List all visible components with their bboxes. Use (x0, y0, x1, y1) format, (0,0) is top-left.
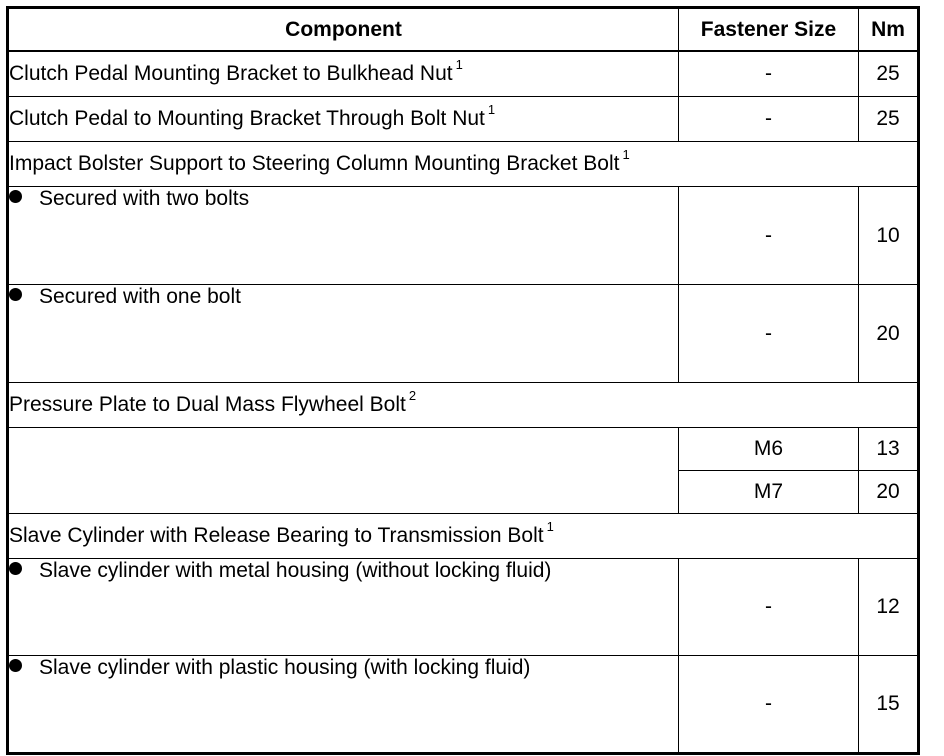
fastener-size-cell: M7 (679, 471, 859, 514)
footnote-ref: 1 (487, 102, 496, 117)
fastener-size-cell: - (679, 51, 859, 97)
component-label: Clutch Pedal Mounting Bracket to Bulkhead Nut (9, 62, 453, 85)
component-label: Secured with one bolt (39, 285, 241, 308)
footnote-ref: 2 (408, 388, 417, 403)
torque-cell: 10 (859, 187, 919, 285)
section-label: Slave Cylinder with Release Bearing to Transmission Bolt (9, 524, 544, 547)
table-header-row (8, 8, 919, 52)
component-cell (8, 187, 679, 285)
header-nm: Nm (859, 8, 919, 52)
torque-cell: 20 (859, 471, 919, 514)
section-cell (8, 142, 919, 187)
section-cell (8, 383, 919, 428)
fastener-size-cell: - (679, 187, 859, 285)
footnote-ref: 1 (622, 147, 630, 162)
header-component: Component (8, 8, 679, 52)
header-fastener-size: Fastener Size (679, 8, 859, 52)
component-label: Slave cylinder with plastic housing (with locking fluid) (39, 656, 531, 679)
bullet-icon (9, 562, 22, 575)
component-label: Slave cylinder with metal housing (without locking fluid) (39, 559, 552, 582)
section-label: Impact Bolster Support to Steering Column Mounting Bracket Bolt (9, 152, 620, 175)
table-row (8, 51, 919, 97)
torque-cell: 20 (859, 285, 919, 383)
bullet-icon (9, 190, 22, 203)
section-row (8, 383, 919, 428)
component-cell (8, 97, 679, 142)
torque-cell: 25 (859, 97, 919, 142)
torque-cell: 13 (859, 428, 919, 471)
bullet-icon (9, 288, 22, 301)
torque-cell: 25 (859, 51, 919, 97)
table-row (8, 285, 919, 383)
fastener-size-cell: - (679, 285, 859, 383)
component-cell (8, 559, 679, 656)
bullet-icon (9, 659, 22, 672)
footnote-ref: 1 (455, 57, 463, 72)
table-row (8, 656, 919, 754)
empty-component-cell (8, 428, 679, 514)
fastener-size-cell: M6 (679, 428, 859, 471)
component-label: Clutch Pedal to Mounting Bracket Through Bolt Nut (9, 107, 485, 130)
footnote-ref: 1 (546, 519, 554, 534)
table-row (8, 559, 919, 656)
torque-cell: 12 (859, 559, 919, 656)
table-row (8, 97, 919, 142)
table-row (8, 187, 919, 285)
fastener-size-cell: - (679, 97, 859, 142)
section-row (8, 514, 919, 559)
component-cell (8, 285, 679, 383)
component-label: Secured with two bolts (39, 187, 250, 210)
torque-spec-table (6, 6, 920, 755)
section-cell (8, 514, 919, 559)
fastener-size-cell: - (679, 656, 859, 754)
fastener-size-cell: - (679, 559, 859, 656)
component-cell (8, 656, 679, 754)
section-label: Pressure Plate to Dual Mass Flywheel Bolt (9, 393, 406, 416)
component-cell (8, 51, 679, 97)
torque-cell: 15 (859, 656, 919, 754)
section-row (8, 142, 919, 187)
table-row (8, 428, 919, 471)
